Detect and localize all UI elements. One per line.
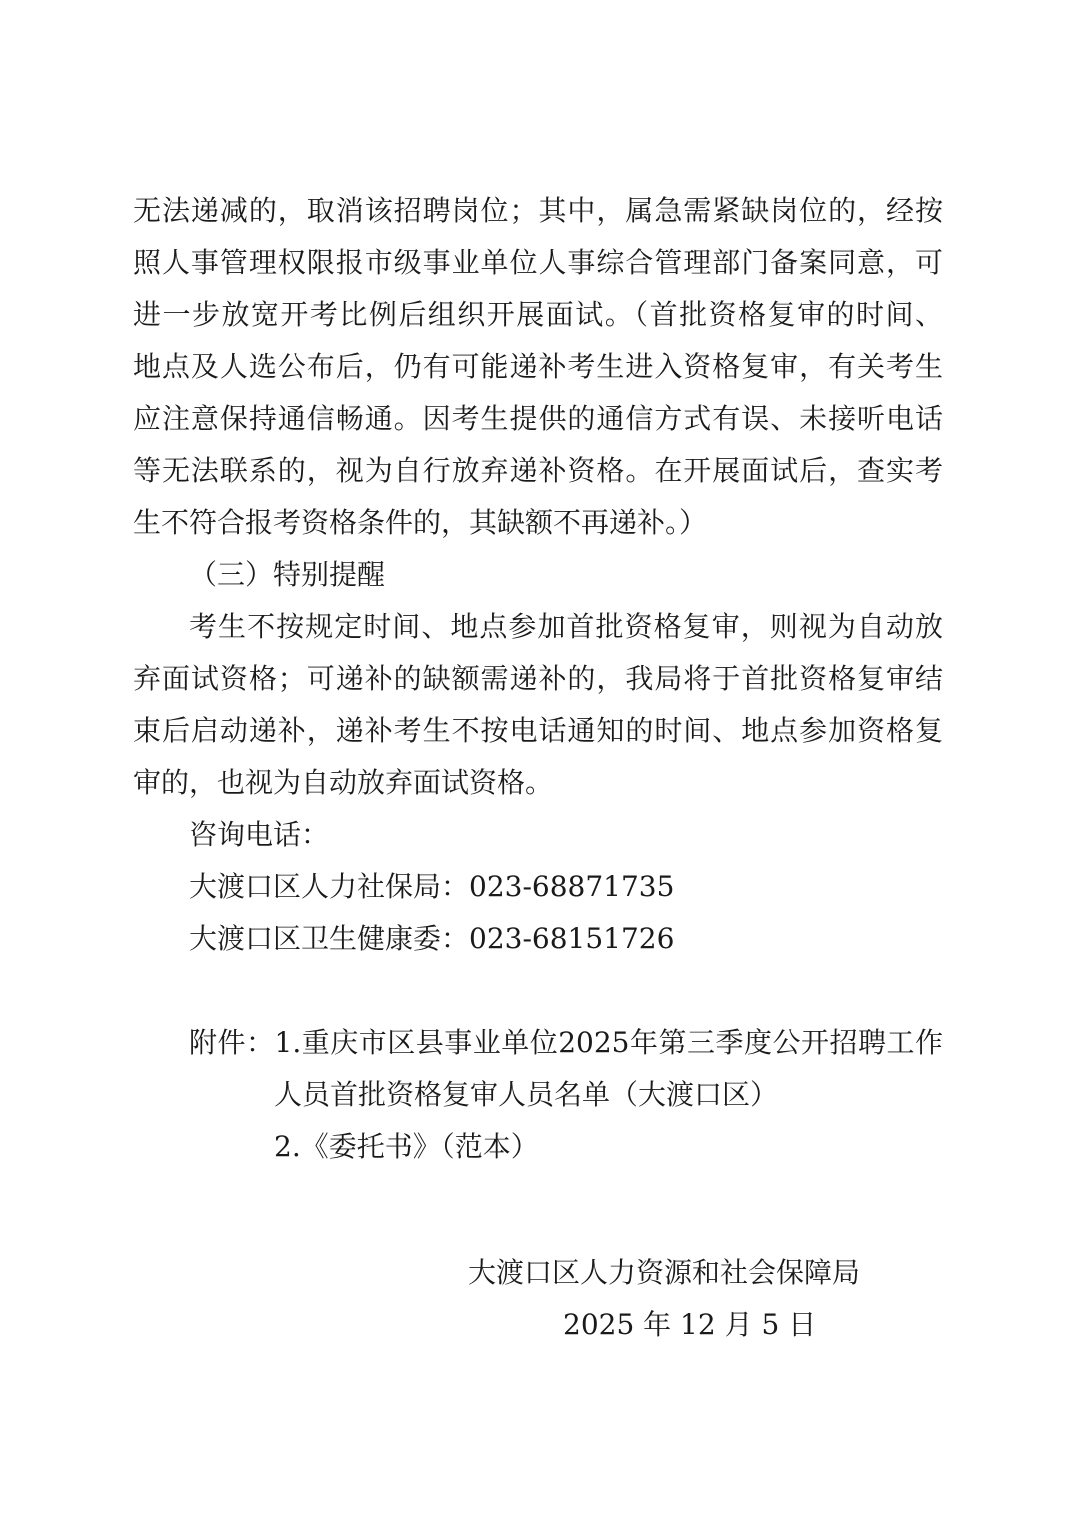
signature-date: 2025 年 12 月 5 日: [563, 1308, 817, 1341]
attachment-item-1-cont: 人员首批资格复审人员名单（大渡口区）: [274, 1078, 779, 1111]
contact-phone-hr: 大渡口区人力社保局：023-68871735: [189, 870, 675, 903]
paragraph1-line: 照人事管理权限报市级事业单位人事综合管理部门备案同意，可: [133, 246, 943, 279]
paragraph2-line: 审的，也视为自动放弃面试资格。: [133, 766, 554, 799]
paragraph1-line: 生不符合报考资格条件的，其缺额不再递补。）: [133, 506, 708, 539]
paragraph2-line: 束后启动递补，递补考生不按电话通知的时间、地点参加资格复: [133, 714, 943, 747]
paragraph2-line: 弃面试资格；可递补的缺额需递补的，我局将于首批资格复审结: [133, 662, 943, 695]
attachment-item-2: 2.《委托书》（范本）: [274, 1130, 539, 1163]
paragraph1-line: 应注意保持通信畅通。因考生提供的通信方式有误、未接听电话: [133, 402, 943, 435]
paragraph1-line: 无法递减的，取消该招聘岗位；其中，属急需紧缺岗位的，经按: [133, 194, 943, 227]
signature-organization: 大渡口区人力资源和社会保障局: [468, 1256, 861, 1289]
contact-label: 咨询电话：: [189, 818, 330, 851]
paragraph1-line: 地点及人选公布后，仍有可能递补考生进入资格复审，有关考生: [133, 350, 943, 383]
paragraph2-line: 考生不按规定时间、地点参加首批资格复审，则视为自动放: [189, 610, 943, 643]
attachment-item-1: 附件：1.重庆市区县事业单位2025年第三季度公开招聘工作: [189, 1026, 943, 1059]
section-heading: （三）特别提醒: [189, 558, 386, 591]
paragraph1-line: 进一步放宽开考比例后组织开展面试。（首批资格复审的时间、: [133, 298, 943, 331]
contact-phone-health: 大渡口区卫生健康委：023-68151726: [189, 922, 675, 955]
paragraph1-line: 等无法联系的，视为自行放弃递补资格。在开展面试后，查实考: [133, 454, 943, 487]
